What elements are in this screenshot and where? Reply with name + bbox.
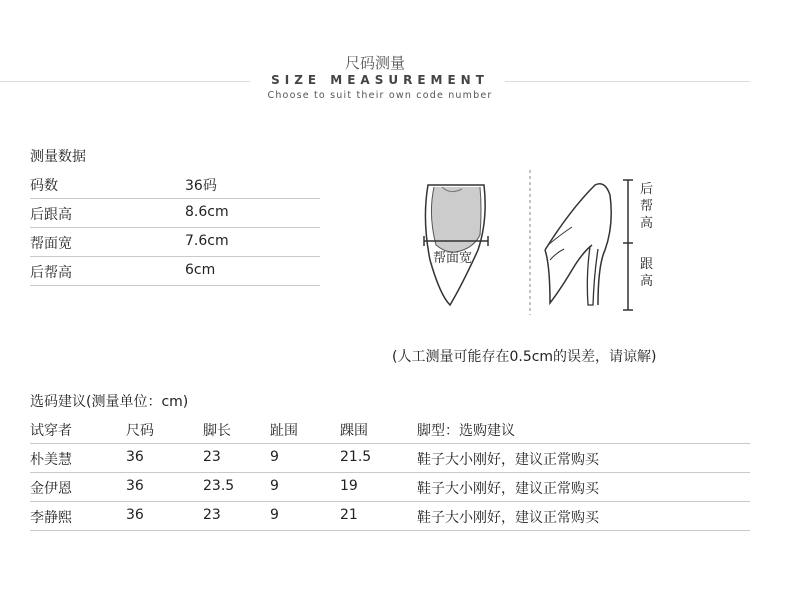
title-cn: 尺码测量 xyxy=(344,54,405,72)
table-row xyxy=(30,502,750,531)
subtitle-en: Choose to suit their own code number xyxy=(267,90,493,101)
table-cell: 李静熙 xyxy=(30,510,72,526)
heel-height-label-1: 跟 xyxy=(640,257,654,272)
table-cell: 鞋子大小刚好，建议正常购买 xyxy=(417,452,599,468)
header-cell: 踝围 xyxy=(340,423,368,439)
table-cell: 23.5 xyxy=(203,478,235,494)
measurement-label: 后帮高 xyxy=(30,265,72,281)
measurement-label: 帮面宽 xyxy=(30,236,72,252)
width-label: 帮面宽 xyxy=(433,251,473,266)
measurement-label: 后跟高 xyxy=(30,207,72,223)
measurement-value: 8.6cm xyxy=(185,204,229,220)
table-cell: 朴美慧 xyxy=(30,452,72,468)
table-cell: 9 xyxy=(270,507,279,523)
shoe-side-view-icon xyxy=(545,184,611,305)
header-cell: 脚型：选购建议 xyxy=(417,423,515,439)
header-cell: 趾围 xyxy=(270,423,298,439)
table-cell: 9 xyxy=(270,449,279,465)
title-en: SIZE MEASUREMENT xyxy=(271,73,489,87)
measurement-table xyxy=(30,170,320,286)
measurement-row xyxy=(30,228,320,257)
table-cell: 金伊恩 xyxy=(30,481,72,497)
table-cell: 19 xyxy=(340,478,358,494)
back-height-label-2: 帮 xyxy=(640,199,654,214)
measurement-title: 测量数据 xyxy=(30,149,86,165)
shoe-diagram xyxy=(400,165,680,315)
table-header-row xyxy=(30,415,750,444)
measurement-value: 36码 xyxy=(185,178,217,194)
shoe-top-view-icon xyxy=(425,185,485,305)
table-cell: 9 xyxy=(270,478,279,494)
measurement-value: 6cm xyxy=(185,262,216,278)
measurement-note: (人工测量可能存在0.5cm的误差，请谅解) xyxy=(392,349,657,365)
table-cell: 23 xyxy=(203,507,221,523)
measurement-row xyxy=(30,170,320,199)
header-cell: 尺码 xyxy=(126,423,154,439)
table-row xyxy=(30,444,750,473)
table-cell: 36 xyxy=(126,449,144,465)
recommendation-table xyxy=(30,415,750,531)
measurement-label: 码数 xyxy=(30,178,58,194)
table-cell: 36 xyxy=(126,478,144,494)
measurement-row xyxy=(30,199,320,228)
back-height-label-3: 高 xyxy=(640,216,654,231)
header-cell: 脚长 xyxy=(203,423,231,439)
page-header xyxy=(0,0,790,110)
table-cell: 鞋子大小刚好，建议正常购买 xyxy=(417,481,599,497)
table-row xyxy=(30,473,750,502)
recommendation-title: 选码建议(测量单位：cm) xyxy=(30,394,189,410)
table-cell: 21 xyxy=(340,507,358,523)
back-height-label-1: 后 xyxy=(640,182,654,197)
heel-height-label-2: 高 xyxy=(640,274,654,289)
header-cell: 试穿者 xyxy=(30,423,72,439)
measurement-row xyxy=(30,257,320,286)
height-dimension-arrow xyxy=(623,180,633,310)
table-cell: 23 xyxy=(203,449,221,465)
table-cell: 21.5 xyxy=(340,449,372,465)
table-cell: 36 xyxy=(126,507,144,523)
measurement-value: 7.6cm xyxy=(185,233,229,249)
table-cell: 鞋子大小刚好，建议正常购买 xyxy=(417,510,599,526)
